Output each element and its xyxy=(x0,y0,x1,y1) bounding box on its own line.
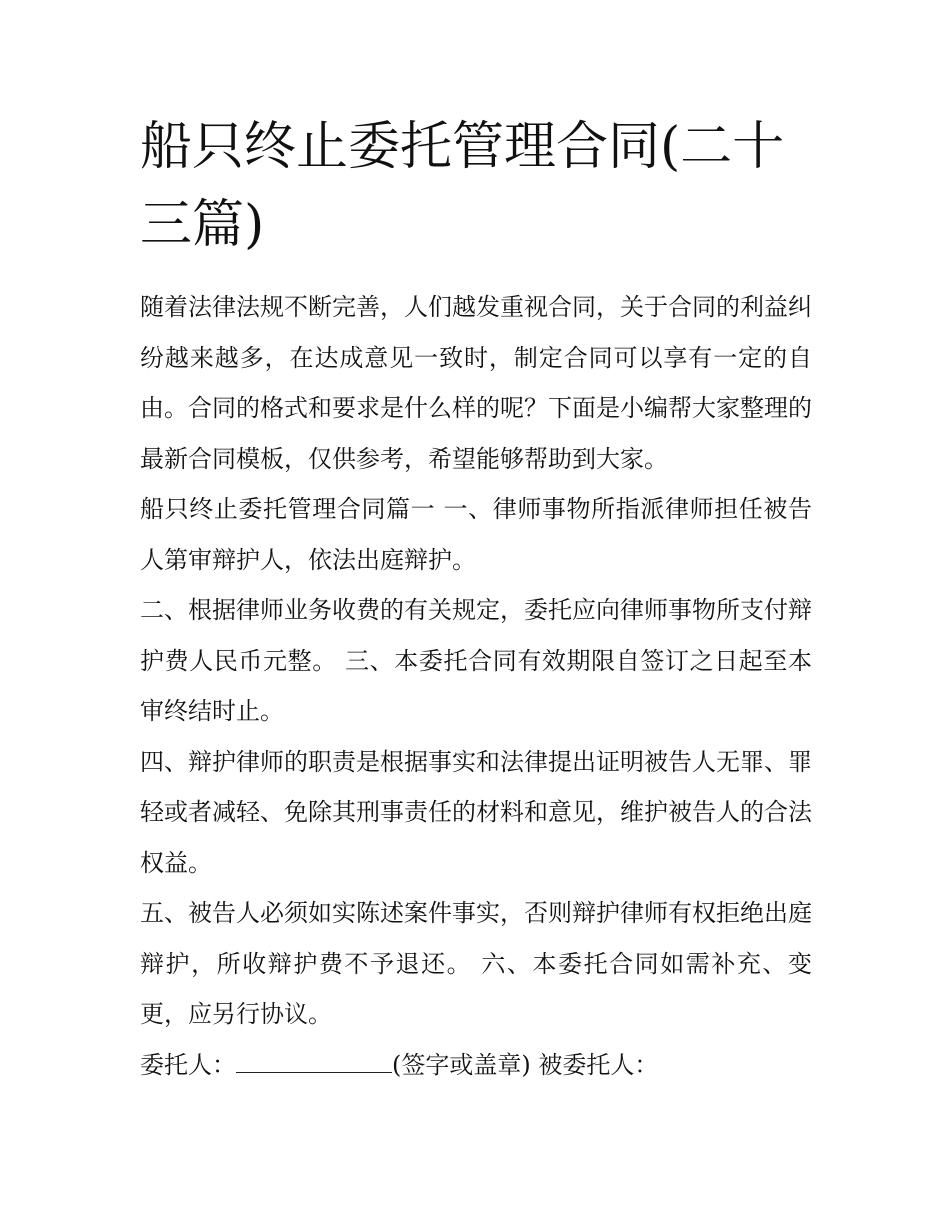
agent-label: 被委托人： xyxy=(530,1050,659,1079)
intro-paragraph: 随着法律法规不断完善，人们越发重视合同，关于合同的利益纠纷越来越多，在达成意见一致时，制定合同可以享有一定的自由。合同的格式和要求是什么样的呢？下面是小编帮大家整理的最新合同模板，仅供参考，希望能够帮助到大家。 xyxy=(140,293,812,473)
client-label: 委托人： xyxy=(140,1050,236,1079)
signature-blank xyxy=(236,1052,392,1073)
signature-line xyxy=(140,1040,812,1091)
document-page xyxy=(140,108,812,1090)
clause-paragraph-4: 五、被告人必须如实陈述案件事实，否则辩护律师有权拒绝出庭辩护，所收辩护费不予退还。 六、本委托合同如需补充、变更，应另行协议。 xyxy=(140,899,812,1028)
signature-note: (签字或盖章) xyxy=(392,1050,531,1079)
clause-paragraph-1: 船只终止委托管理合同篇一 一、律师事物所指派律师担任被告人第审辩护人，依法出庭辩护。 xyxy=(140,495,812,574)
clause-paragraph-3: 四、辩护律师的职责是根据事实和法律提出证明被告人无罪、罪轻或者减轻、免除其刑事责任的材料和意见，维护被告人的合法权益。 xyxy=(140,747,812,877)
document-title: 船只终止委托管理合同(二十三篇) xyxy=(140,117,785,255)
clause-paragraph-2: 二、根据律师业务收费的有关规定，委托应向律师事物所支付辩护费人民币元整。 三、本委托合同有效期限自签订之日起至本审终结时止。 xyxy=(140,596,812,725)
